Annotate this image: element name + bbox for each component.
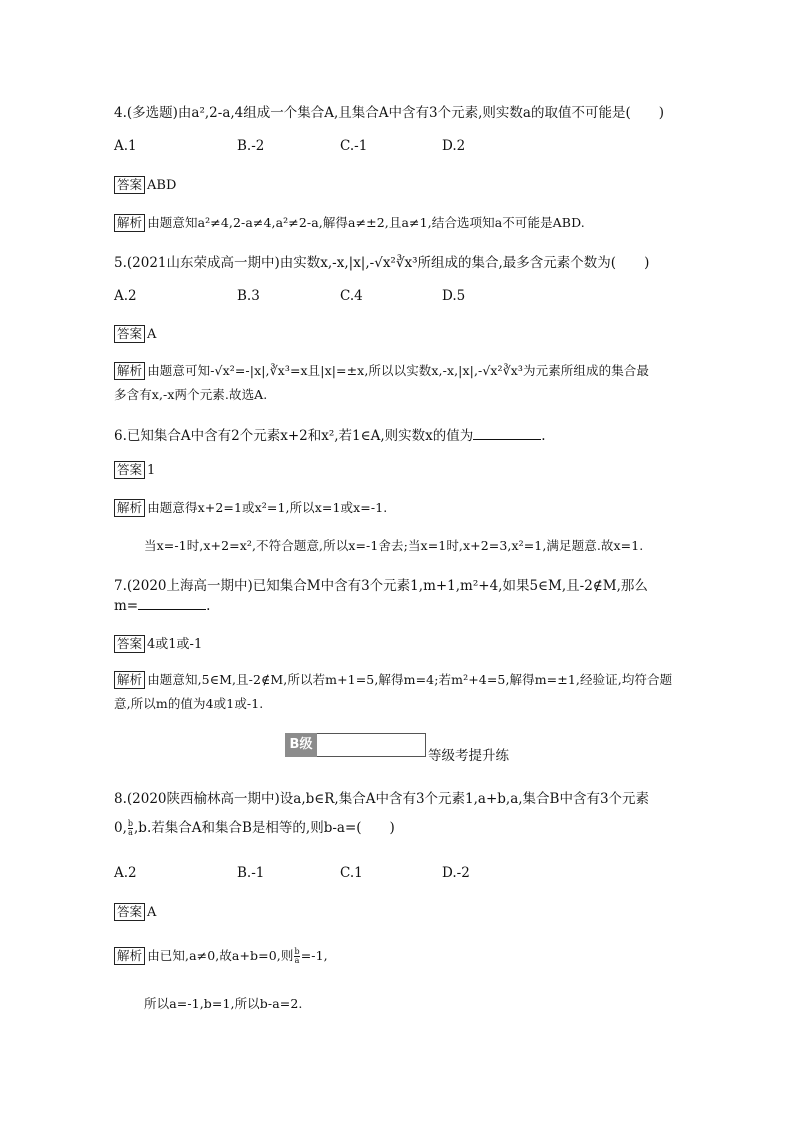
q6-explanation: 解析 由题意得x+2=1或x²=1,所以x=1或x=-1. (114, 498, 387, 517)
q5-option-d: D.5 (442, 288, 466, 304)
fraction-b-over-a: $\frac{b}{a}$ (127, 819, 134, 837)
explanation-tag: 解析 (114, 947, 145, 965)
q6-explanation-line2: 当x=-1时,x+2=x²,不符合题意,所以x=-1舍去;当x=1时,x+2=3,x²=1,满足题意.故x=1. (144, 538, 644, 553)
q7-explanation-line2: 意,所以m的值为4或1或-1. (114, 696, 264, 711)
q8-explanation-line2: 所以a=-1,b=1,所以b-a=2. (144, 996, 303, 1011)
q8-explanation: 解析 由已知,a≠0,故a+b=0,则 $\frac{b}{a}$ =-1, (114, 946, 328, 965)
q8-option-a: A.2 (114, 865, 137, 881)
section-b-label: B级 (285, 733, 317, 757)
answer-tag: 答案 (114, 635, 145, 653)
answer-tag: 答案 (114, 176, 145, 194)
cbrt-x3: ∛x³ (395, 255, 418, 271)
q8-option-b: B.-1 (237, 865, 265, 881)
q8-option-c: C.1 (340, 865, 363, 881)
q8-answer: 答案 A (114, 903, 156, 921)
q5-stem: 5.(2021山东荣成高一期中)由实数x,-x,|x|,-√x²∛x³所组成的集合,最多含元素个数为( ) (114, 255, 650, 271)
answer-tag: 答案 (114, 461, 145, 479)
q8-stem-line2: 0, $\frac{b}{a}$ ,b.若集合A和集合B是相等的,则b-a=( ) (114, 819, 395, 837)
q8-option-d: D.-2 (442, 865, 470, 881)
q5-option-a: A.2 (114, 288, 137, 304)
q4-option-a: A.1 (114, 138, 137, 154)
explanation-tag: 解析 (114, 671, 145, 689)
q6-answer: 答案 1 (114, 461, 155, 479)
explanation-tag: 解析 (114, 362, 145, 380)
q4-option-d: D.2 (442, 138, 466, 154)
q5-explanation: 解析 由题意可知-√x²=-|x|,∛x³=x且|x|=±x,所以以实数x,-x,|x|,-√x²∛x³为元素所组成的集合最 (114, 361, 649, 380)
q4-option-c: C.-1 (340, 138, 368, 154)
q4-option-b: B.-2 (237, 138, 265, 154)
q7-stem-line2: m= . (114, 598, 211, 614)
answer-tag: 答案 (114, 903, 145, 921)
explanation-tag: 解析 (114, 499, 145, 517)
q5-option-c: C.4 (340, 288, 363, 304)
answer-tag: 答案 (114, 325, 145, 343)
q8-stem: 8.(2020陕西榆林高一期中)设a,b∈R,集合A中含有3个元素1,a+b,a,集合B中含有3个元素 (114, 791, 650, 807)
q5-explanation-line2: 多含有x,-x两个元素.故选A. (114, 387, 268, 402)
q7-answer: 答案 4或1或-1 (114, 633, 202, 653)
sqrt-x2: √x² (374, 255, 396, 271)
q5-answer: 答案 A (114, 325, 156, 343)
section-b-title: 等级考提升练 (428, 748, 509, 764)
explanation-tag: 解析 (114, 214, 145, 232)
q7-explanation: 解析 由题意知,5∈M,且-2∉M,所以若m+1=5,解得m=4;若m²+4=5,解得m=±1,经验证,均符合题 (114, 670, 672, 689)
q6-stem: 6.已知集合A中含有2个元素x+2和x²,若1∈A,则实数x的值为 . (114, 428, 546, 444)
q5-option-b: B.3 (237, 288, 260, 304)
fraction-b-over-a: $\frac{b}{a}$ (294, 947, 300, 965)
q4-answer: 答案 ABD (114, 176, 176, 194)
answer-blank[interactable] (138, 597, 206, 610)
q7-stem: 7.(2020上海高一期中)已知集合M中含有3个元素1,m+1,m²+4,如果5∈M,且-2∉M,那么 (114, 578, 648, 594)
q4-explanation: 解析 由题意知a²≠4,2-a≠4,a²≠2-a,解得a≠±2,且a≠1,结合选项知a不可能是ABD. (114, 213, 585, 232)
q4-stem: 4.(多选题)由a²,2-a,4组成一个集合A,且集合A中含有3个元素,则实数a的取值不可能是( ) (114, 105, 665, 121)
answer-blank[interactable] (473, 427, 541, 440)
